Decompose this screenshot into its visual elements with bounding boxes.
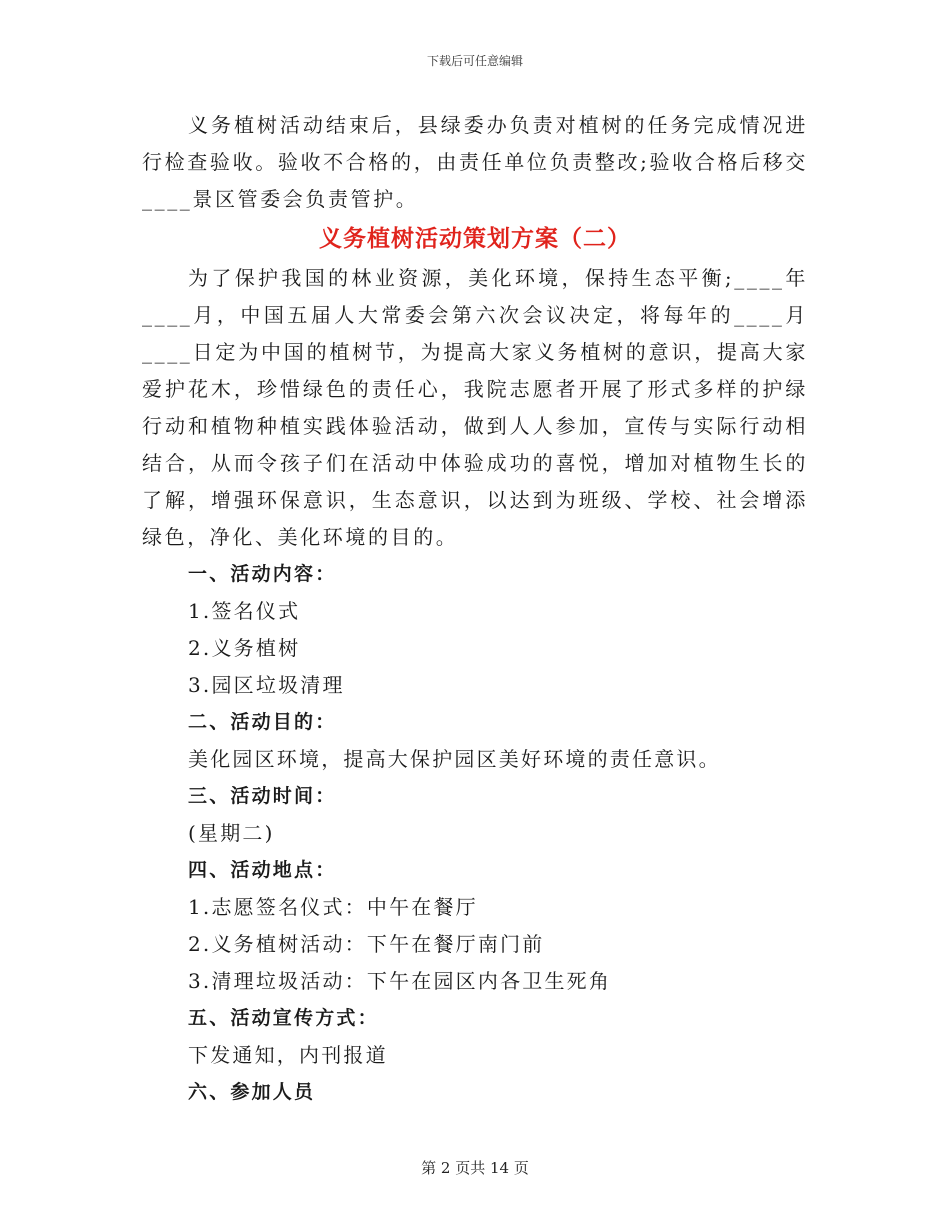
page-footer: 第 2 页共 14 页 (421, 1159, 529, 1177)
time-text: (星期二) (188, 821, 275, 845)
purpose-text: 美化园区环境，提高大保护园区美好环境的责任意识。 (188, 747, 721, 771)
heading-publicity: 五、活动宣传方式： (188, 1007, 379, 1029)
content-item-2: 2.义务植树 (188, 636, 301, 660)
content-item-3: 3.园区垃圾清理 (188, 673, 345, 697)
page-header: 下载后可任意编辑 (426, 54, 523, 68)
publicity-text: 下发通知，内刊报道 (188, 1043, 388, 1067)
place-item-1: 1.志愿签名仪式：中午在餐厅 (188, 895, 478, 919)
section-title: 义务植树活动策划方案（二） (319, 226, 631, 252)
main-paragraph: 为了保护我国的林业资源，美化环境，保持生态平衡;____年____月，中国五届人大常委会第六次会议决定，将每年的____月____日定为中国的植树节，为提高大家义务植树的意识，提高大家爱护花木，珍惜绿色的责任心，我院志愿者开展了形式多样的护绿行动和植物种植实践体验活动，做到人人参加，宣传与实际行动相结合，从而令孩子们在活动中体验成功的喜悦，增加对植物生长的了解，增强环保意识，生态意识，以达到为班级、学校、社会增添绿色，净化、美化环境的目的。 (142, 266, 808, 549)
heading-participants: 六、参加人员 (188, 1081, 316, 1103)
place-item-2: 2.义务植树活动：下午在餐厅南门前 (188, 932, 545, 956)
heading-activity-purpose: 二、活动目的： (188, 711, 337, 733)
heading-activity-place: 四、活动地点： (188, 859, 337, 881)
heading-activity-time: 三、活动时间： (188, 785, 337, 807)
intro-paragraph: 义务植树活动结束后，县绿委办负责对植树的任务完成情况进行检查验收。验收不合格的，由责任单位负责整改;验收合格后移交____景区管委会负责管护。 (142, 113, 808, 211)
place-item-3: 3.清理垃圾活动：下午在园区内各卫生死角 (188, 969, 612, 993)
content-item-1: 1.签名仪式 (188, 599, 301, 623)
heading-activity-content: 一、活动内容： (188, 563, 337, 585)
document-body (142, 107, 808, 1111)
